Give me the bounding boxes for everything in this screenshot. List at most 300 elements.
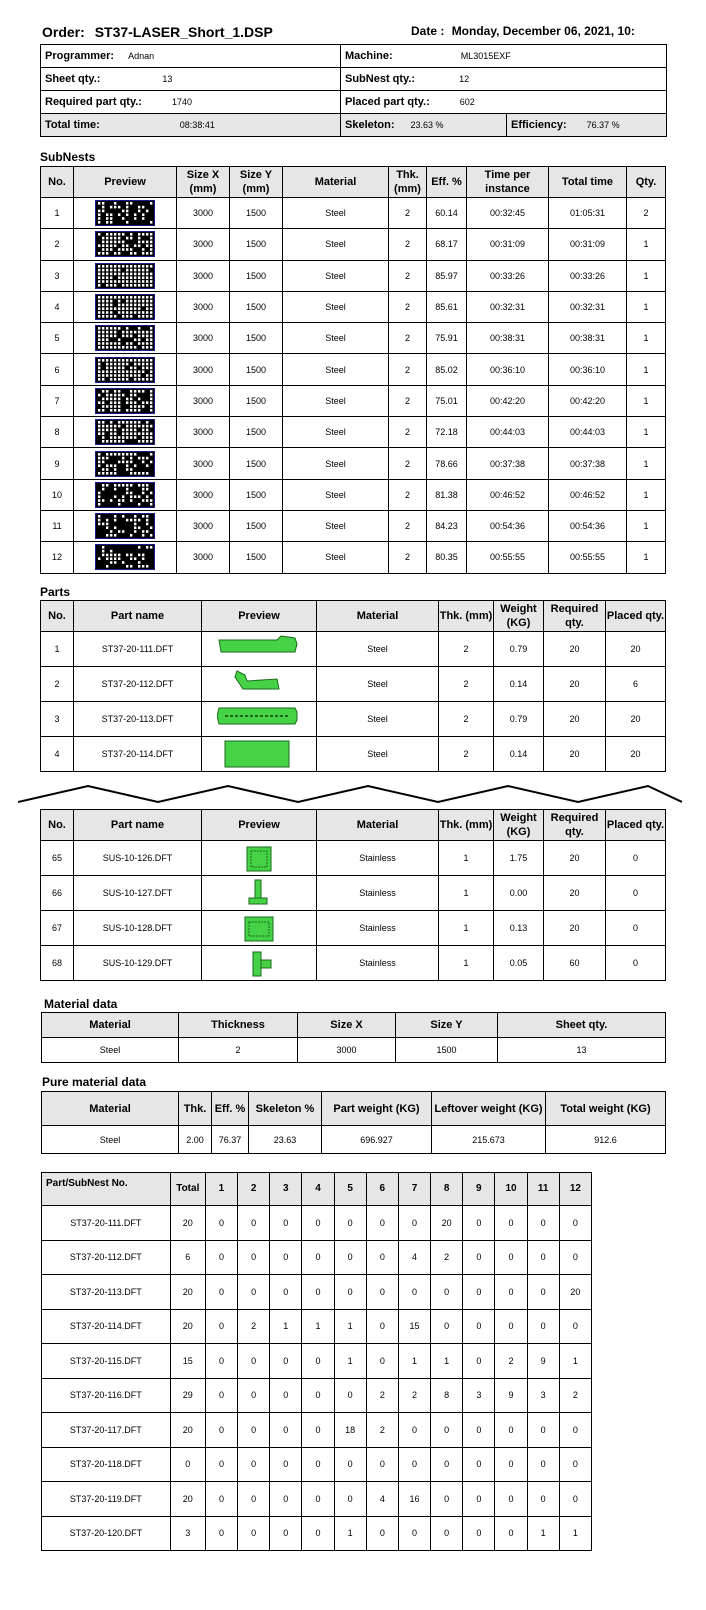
cell: 0	[270, 1275, 302, 1310]
sheet-preview-image	[95, 357, 155, 383]
col-header: 4	[302, 1173, 334, 1206]
preview-cell	[202, 632, 317, 667]
cell: 4	[398, 1240, 430, 1275]
parts-table-top	[40, 600, 666, 772]
cell: Steel	[283, 510, 389, 541]
cell: 0	[559, 1413, 591, 1448]
table-row	[41, 876, 666, 911]
material-data-table	[41, 1012, 666, 1063]
table-row	[41, 911, 666, 946]
col-header: Preview	[74, 167, 177, 198]
cell: 00:33:26	[467, 260, 549, 291]
date-value: Monday, December 06, 2021, 10:	[451, 24, 635, 38]
cell: 0	[302, 1413, 334, 1448]
cell: 1	[41, 632, 74, 667]
cell: 0	[238, 1447, 270, 1482]
col-header: Size X	[298, 1013, 396, 1038]
cell: 0	[495, 1516, 527, 1551]
cell: 0	[366, 1447, 398, 1482]
cell: 2	[389, 323, 427, 354]
programmer-value: Adnan	[128, 51, 155, 61]
preview-cell	[74, 291, 177, 322]
cell: 00:44:03	[467, 417, 549, 448]
preview-cell	[202, 737, 317, 772]
cell: 0	[270, 1413, 302, 1448]
cell: 0	[205, 1447, 237, 1482]
cell: 0	[495, 1240, 527, 1275]
cell: 3000	[177, 448, 230, 479]
cell: 0	[495, 1275, 527, 1310]
table-row	[41, 198, 666, 229]
col-header: Material	[283, 167, 389, 198]
cell: 00:32:45	[467, 198, 549, 229]
cell: 0	[270, 1482, 302, 1517]
col-header: Size X (mm)	[177, 167, 230, 198]
cell: 9	[527, 1344, 559, 1379]
cell: 00:36:10	[467, 354, 549, 385]
table-row	[42, 1378, 592, 1413]
cell: Steel	[283, 448, 389, 479]
table-row	[41, 632, 666, 667]
sheet-preview-graphic	[96, 326, 154, 350]
cell: 2	[431, 1240, 463, 1275]
cell: 9	[495, 1378, 527, 1413]
cell: 00:33:26	[549, 260, 627, 291]
total-time-label: Total time:	[45, 119, 100, 131]
col-header: Required qty.	[544, 601, 606, 632]
order-heading	[42, 24, 273, 40]
cell: 3000	[177, 479, 230, 510]
cell: 2	[389, 385, 427, 416]
cell: 1	[334, 1344, 366, 1379]
cell: 4	[41, 737, 74, 772]
cell: 2	[389, 354, 427, 385]
cell: 0	[270, 1344, 302, 1379]
col-header: 6	[366, 1173, 398, 1206]
col-header: 12	[559, 1173, 591, 1206]
table-row	[41, 479, 666, 510]
part-preview-image	[217, 948, 301, 978]
cell: 0	[205, 1275, 237, 1310]
cell: 1500	[230, 479, 283, 510]
cell: 81.38	[427, 479, 467, 510]
cell: 00:44:03	[549, 417, 627, 448]
cell: 2	[389, 448, 427, 479]
part-name-cell: SUS-10-129.DFT	[74, 946, 202, 981]
cell: 9	[41, 448, 74, 479]
cell: 0	[463, 1309, 495, 1344]
col-header: 10	[495, 1173, 527, 1206]
cell: 0	[527, 1206, 559, 1241]
cell: 1	[41, 198, 74, 229]
cell: 0	[398, 1206, 430, 1241]
cell: 1	[439, 946, 494, 981]
cell: 215.673	[432, 1126, 546, 1154]
table-row	[41, 667, 666, 702]
table-row	[42, 1413, 592, 1448]
table-row	[41, 385, 666, 416]
cell: Steel	[283, 385, 389, 416]
part-name-cell: ST37-20-111.DFT	[74, 632, 202, 667]
cell: 6	[606, 667, 666, 702]
preview-cell	[202, 911, 317, 946]
subnests-body	[41, 198, 666, 574]
cell: 6	[170, 1240, 205, 1275]
cell: 0	[238, 1240, 270, 1275]
cell: 20	[544, 841, 606, 876]
efficiency-value: 76.37 %	[586, 120, 620, 130]
cell: Steel	[42, 1126, 179, 1154]
cell: 0	[606, 946, 666, 981]
cell: 85.61	[427, 291, 467, 322]
cell: 85.97	[427, 260, 467, 291]
preview-cell	[74, 417, 177, 448]
col-header: No.	[41, 601, 74, 632]
cell: 1500	[230, 229, 283, 260]
cell: 3000	[177, 510, 230, 541]
cell: 0.14	[494, 667, 544, 702]
cell: Steel	[283, 417, 389, 448]
col-header: Thk. (mm)	[439, 810, 494, 841]
table-row	[42, 1309, 592, 1344]
part-preview-image	[217, 669, 301, 699]
cell: 0	[270, 1378, 302, 1413]
cell: 00:46:52	[467, 479, 549, 510]
table-row	[41, 946, 666, 981]
cell: 1	[527, 1516, 559, 1551]
cell: 3	[41, 702, 74, 737]
cell: 0	[205, 1344, 237, 1379]
placed-qty-value: 602	[459, 97, 475, 107]
col-header: Total weight (KG)	[546, 1092, 666, 1126]
cell: 20	[170, 1482, 205, 1517]
col-header: Required qty.	[544, 810, 606, 841]
col-header: Total time	[549, 167, 627, 198]
cell: 2	[366, 1378, 398, 1413]
cell: 67	[41, 911, 74, 946]
cell: 0	[398, 1516, 430, 1551]
cell: 20	[544, 876, 606, 911]
programmer-label: Programmer:	[45, 50, 115, 62]
cell: 2	[389, 479, 427, 510]
cell: 65	[41, 841, 74, 876]
subnest-qty-value: 12	[459, 74, 470, 84]
cell: 3000	[177, 198, 230, 229]
cell: 3000	[177, 291, 230, 322]
required-qty-label: Required part qty.:	[45, 96, 142, 108]
cell: 0	[334, 1206, 366, 1241]
cell: 0.05	[494, 946, 544, 981]
part-name-cell: SUS-10-127.DFT	[74, 876, 202, 911]
date-label: Date :	[411, 24, 445, 38]
sheet-preview-graphic	[96, 201, 154, 225]
cell: 1	[439, 841, 494, 876]
cell: 00:36:10	[549, 354, 627, 385]
cell: 60.14	[427, 198, 467, 229]
cell: 1	[559, 1516, 591, 1551]
cell: 20	[606, 632, 666, 667]
part-name-cell: ST37-20-120.DFT	[42, 1516, 171, 1551]
col-header: Thk. (mm)	[389, 167, 427, 198]
cell: 0	[366, 1309, 398, 1344]
cell: 0	[463, 1413, 495, 1448]
table-row	[42, 1240, 592, 1275]
cell: 20	[544, 632, 606, 667]
preview-cell	[74, 479, 177, 510]
cell: 0	[302, 1240, 334, 1275]
order-label: Order:	[42, 24, 85, 40]
part-name-cell: ST37-20-114.DFT	[42, 1309, 171, 1344]
cell: 1500	[230, 510, 283, 541]
cell: Stainless	[317, 911, 439, 946]
sheet-preview-graphic	[96, 295, 154, 319]
sheet-preview-graphic	[96, 389, 154, 413]
cell: 4	[366, 1482, 398, 1517]
col-header: Preview	[202, 601, 317, 632]
cell: 20	[606, 737, 666, 772]
cell: 1	[627, 385, 666, 416]
preview-cell	[74, 448, 177, 479]
col-header: Material	[42, 1013, 179, 1038]
cell: 0	[238, 1206, 270, 1241]
col-header: Weight (KG)	[494, 601, 544, 632]
cell: 0.13	[494, 911, 544, 946]
cell: 0	[302, 1344, 334, 1379]
col-header: Preview	[202, 810, 317, 841]
cell: 60	[544, 946, 606, 981]
part-name-cell: ST37-20-113.DFT	[42, 1275, 171, 1310]
part-name-cell: ST37-20-115.DFT	[42, 1344, 171, 1379]
part-preview-image	[217, 704, 301, 734]
cell: 0	[270, 1516, 302, 1551]
cell: 3000	[177, 354, 230, 385]
pure-material-title: Pure material data	[42, 1075, 147, 1089]
cell: Steel	[317, 667, 439, 702]
cell: 1	[627, 479, 666, 510]
cell: 0	[205, 1309, 237, 1344]
cell: 00:31:09	[549, 229, 627, 260]
cell: 00:42:20	[549, 385, 627, 416]
cell: 3000	[298, 1038, 396, 1063]
cell: 1	[334, 1309, 366, 1344]
sheet-qty-value: 13	[162, 74, 173, 84]
col-header: Thk.	[179, 1092, 212, 1126]
cell: 1	[559, 1344, 591, 1379]
cell: 0	[559, 1447, 591, 1482]
cell: 0	[527, 1240, 559, 1275]
preview-cell	[202, 667, 317, 702]
table-row	[41, 323, 666, 354]
cell: 15	[170, 1344, 205, 1379]
cell: 2.00	[179, 1126, 212, 1154]
sheet-preview-graphic	[96, 483, 154, 507]
cell: 0	[238, 1482, 270, 1517]
cell: 6	[41, 354, 74, 385]
cell: 66	[41, 876, 74, 911]
cell: 0	[205, 1240, 237, 1275]
sheet-preview-graphic	[96, 545, 154, 569]
skeleton-label: Skeleton:	[345, 119, 395, 131]
sheet-preview-graphic	[96, 232, 154, 256]
cell: Steel	[42, 1038, 179, 1063]
cell: 3	[527, 1378, 559, 1413]
col-header: Weight (KG)	[494, 810, 544, 841]
cell: 23.63	[249, 1126, 322, 1154]
cell: 0	[527, 1413, 559, 1448]
cell: 0	[431, 1275, 463, 1310]
sheet-preview-image	[95, 200, 155, 226]
required-qty-value: 1740	[171, 97, 193, 107]
col-header: 1	[205, 1173, 237, 1206]
cell: 3	[41, 260, 74, 291]
part-name-cell: ST37-20-111.DFT	[42, 1206, 171, 1241]
sheet-preview-image	[95, 263, 155, 289]
cell: 0	[270, 1206, 302, 1241]
cell: 696.927	[322, 1126, 432, 1154]
col-header: Size Y	[396, 1013, 498, 1038]
col-header: Part weight (KG)	[322, 1092, 432, 1126]
cell: 0	[238, 1378, 270, 1413]
sheet-preview-graphic	[96, 264, 154, 288]
cell: 2	[439, 632, 494, 667]
col-header: No.	[41, 810, 74, 841]
table-row	[41, 291, 666, 322]
cell: 2	[389, 260, 427, 291]
cell: 0	[398, 1275, 430, 1310]
table-row	[42, 1275, 592, 1310]
part-name-cell: ST37-20-119.DFT	[42, 1482, 171, 1517]
cell: 78.66	[427, 448, 467, 479]
col-header: 2	[238, 1173, 270, 1206]
cell: 1500	[396, 1038, 498, 1063]
cell: 1	[627, 510, 666, 541]
cell: 01:05:31	[549, 198, 627, 229]
sheet-preview-image	[95, 294, 155, 320]
cell: 16	[398, 1482, 430, 1517]
cell: 0	[302, 1206, 334, 1241]
cell: 0	[495, 1413, 527, 1448]
cell: 0	[270, 1240, 302, 1275]
table-row	[42, 1516, 592, 1551]
skeleton-value: 23.63 %	[410, 120, 444, 130]
table-row	[42, 1126, 666, 1154]
order-info-table	[40, 44, 667, 137]
part-preview-image	[217, 739, 301, 769]
cell: 2	[389, 198, 427, 229]
table-row	[42, 1447, 592, 1482]
col-header: No.	[41, 167, 74, 198]
parts-title: Parts	[40, 585, 71, 599]
cell: 2	[366, 1413, 398, 1448]
cell: 0	[334, 1378, 366, 1413]
sheet-preview-graphic	[96, 358, 154, 382]
cell: 0	[170, 1447, 205, 1482]
part-preview-image	[217, 843, 301, 873]
cell: 2	[41, 667, 74, 702]
table-row	[41, 354, 666, 385]
cell: 8	[431, 1378, 463, 1413]
cell: 00:32:31	[549, 291, 627, 322]
cell: 0.14	[494, 737, 544, 772]
cell: 3000	[177, 323, 230, 354]
cell: 3000	[177, 260, 230, 291]
cell: 0	[302, 1275, 334, 1310]
subnests-header-row	[41, 167, 666, 198]
part-name-cell: ST37-20-117.DFT	[42, 1413, 171, 1448]
cell: 3	[463, 1378, 495, 1413]
cell: 0	[495, 1482, 527, 1517]
col-header: Placed qty.	[606, 601, 666, 632]
part-preview-image	[217, 878, 301, 908]
cell: 1	[270, 1309, 302, 1344]
cell: 0	[431, 1413, 463, 1448]
table-row	[42, 1206, 592, 1241]
cell: 2	[439, 667, 494, 702]
cell: Steel	[283, 542, 389, 573]
cell: 0	[366, 1240, 398, 1275]
cell: 00:42:20	[467, 385, 549, 416]
table-row	[41, 510, 666, 541]
sheet-preview-graphic	[96, 452, 154, 476]
cell: Stainless	[317, 876, 439, 911]
cell: 68	[41, 946, 74, 981]
preview-cell	[74, 229, 177, 260]
cell: 3000	[177, 385, 230, 416]
cell: 75.91	[427, 323, 467, 354]
col-header: 8	[431, 1173, 463, 1206]
cell: 68.17	[427, 229, 467, 260]
cell: 0	[205, 1516, 237, 1551]
cell: 75.01	[427, 385, 467, 416]
cell: 20	[431, 1206, 463, 1241]
cell: 1	[398, 1344, 430, 1379]
cell: 0	[205, 1482, 237, 1517]
cell: 2	[439, 702, 494, 737]
subnest-qty-label: SubNest qty.:	[345, 73, 416, 85]
part-name-cell: ST37-20-112.DFT	[42, 1240, 171, 1275]
preview-cell	[202, 876, 317, 911]
cell: 0	[334, 1240, 366, 1275]
col-header: 9	[463, 1173, 495, 1206]
cell: Steel	[283, 479, 389, 510]
cell: 0	[334, 1275, 366, 1310]
cell: 0.79	[494, 702, 544, 737]
cell: 5	[41, 323, 74, 354]
cell: 0	[238, 1344, 270, 1379]
cell: Steel	[283, 354, 389, 385]
cell: 0	[238, 1516, 270, 1551]
cell: 2	[389, 510, 427, 541]
cell: 2	[439, 737, 494, 772]
cell: Steel	[283, 323, 389, 354]
cell: 84.23	[427, 510, 467, 541]
cell: 3000	[177, 229, 230, 260]
preview-cell	[74, 510, 177, 541]
pure-material-table	[41, 1091, 666, 1154]
col-header: 3	[270, 1173, 302, 1206]
cell: 0	[559, 1240, 591, 1275]
cell: 0	[334, 1447, 366, 1482]
cell: 0	[559, 1482, 591, 1517]
cell: Steel	[283, 291, 389, 322]
cell: 1500	[230, 417, 283, 448]
col-header: Time per instance	[467, 167, 549, 198]
cell: 2	[389, 417, 427, 448]
sheet-preview-graphic	[96, 514, 154, 538]
subnests-title: SubNests	[40, 150, 96, 164]
cell: 00:54:36	[549, 510, 627, 541]
col-header: Size Y (mm)	[230, 167, 283, 198]
